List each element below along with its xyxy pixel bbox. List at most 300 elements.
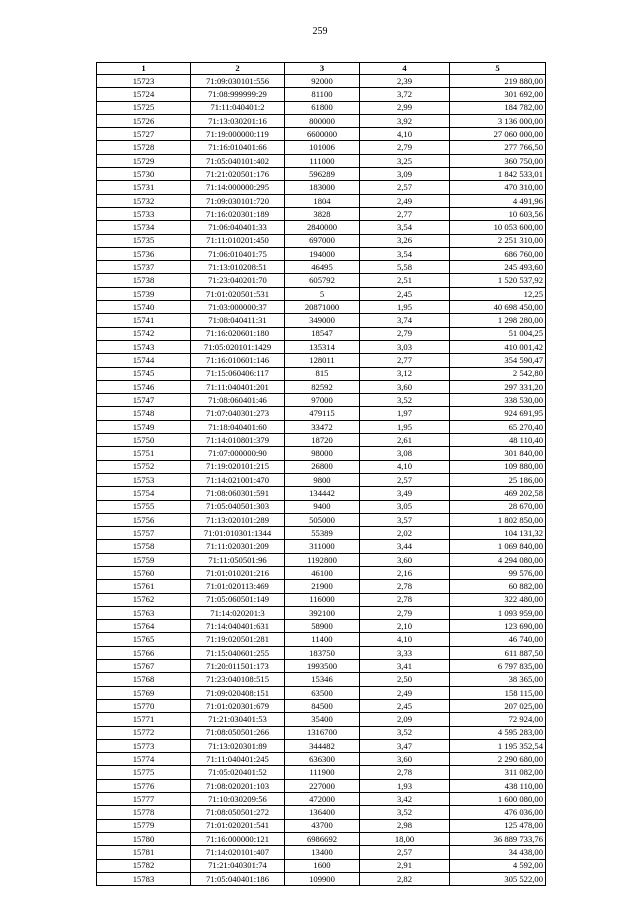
area-cell: 20871000 [285,301,360,314]
rate-cell: 2,78 [360,593,450,606]
value-cell: 38 365,00 [450,673,546,686]
value-cell: 72 924,00 [450,713,546,726]
rate-cell: 3,03 [360,340,450,353]
rate-cell: 18,00 [360,832,450,845]
table-row [97,846,546,859]
area-cell: 128011 [285,354,360,367]
table-row [97,513,546,526]
value-cell: 2 542,80 [450,367,546,380]
cadastral-number-cell: 71:13:010208:51 [191,261,285,274]
value-cell: 158 115,00 [450,686,546,699]
value-cell: 301 840,00 [450,447,546,460]
rate-cell: 3,26 [360,234,450,247]
cadastral-number-cell: 71:03:000000:37 [191,301,285,314]
row-number-cell: 15741 [97,314,191,327]
row-number-cell: 15773 [97,739,191,752]
row-number-cell: 15754 [97,487,191,500]
area-cell: 800000 [285,114,360,127]
column-header-4: 4 [360,63,450,75]
rate-cell: 2,39 [360,75,450,88]
row-number-cell: 15736 [97,247,191,260]
area-cell: 3828 [285,207,360,220]
area-cell: 109900 [285,872,360,885]
table-row [97,580,546,593]
row-number-cell: 15780 [97,832,191,845]
cadastral-number-cell: 71:21:030401:53 [191,713,285,726]
value-cell: 1 600 080,00 [450,793,546,806]
row-number-cell: 15743 [97,340,191,353]
area-cell: 18547 [285,327,360,340]
row-number-cell: 15749 [97,420,191,433]
value-cell: 311 082,00 [450,766,546,779]
table-row [97,247,546,260]
value-cell: 322 480,00 [450,593,546,606]
row-number-cell: 15775 [97,766,191,779]
value-cell: 277 766,50 [450,141,546,154]
row-number-cell: 15782 [97,859,191,872]
cadastral-number-cell: 71:11:040401:245 [191,753,285,766]
rate-cell: 3,72 [360,88,450,101]
rate-cell: 3,05 [360,500,450,513]
cadastral-number-cell: 71:11:050501:96 [191,553,285,566]
area-cell: 194000 [285,247,360,260]
area-cell: 116000 [285,593,360,606]
rate-cell: 3,60 [360,380,450,393]
value-cell: 2 290 680,00 [450,753,546,766]
cadastral-number-cell: 71:06:010401:75 [191,247,285,260]
rate-cell: 3,08 [360,447,450,460]
table-row [97,527,546,540]
cadastral-number-cell: 71:14:020201:3 [191,606,285,619]
cadastral-number-cell: 71:08:999999:29 [191,88,285,101]
cadastral-number-cell: 71:16:000000:121 [191,832,285,845]
area-cell: 101006 [285,141,360,154]
rate-cell: 2,49 [360,194,450,207]
rate-cell: 2,79 [360,327,450,340]
rate-cell: 3,41 [360,660,450,673]
cadastral-number-cell: 71:06:040401:33 [191,221,285,234]
value-cell: 219 880,00 [450,75,546,88]
rate-cell: 2,98 [360,819,450,832]
table-row [97,154,546,167]
table-body [97,75,546,886]
table-row [97,75,546,88]
area-cell: 1804 [285,194,360,207]
row-number-cell: 15752 [97,460,191,473]
table-row [97,806,546,819]
row-number-cell: 15742 [97,327,191,340]
table-row [97,553,546,566]
value-cell: 51 004,25 [450,327,546,340]
value-cell: 924 691,95 [450,407,546,420]
row-number-cell: 15763 [97,606,191,619]
area-cell: 33472 [285,420,360,433]
cadastral-number-cell: 71:14:010801:379 [191,434,285,447]
cadastral-number-cell: 71:11:020301:209 [191,540,285,553]
cadastral-number-cell: 71:05:040401:186 [191,872,285,885]
table-row [97,141,546,154]
cadastral-number-cell: 71:08:050501:272 [191,806,285,819]
value-cell: 1 520 537,92 [450,274,546,287]
table-row [97,699,546,712]
value-cell: 10 053 600,00 [450,221,546,234]
row-number-cell: 15764 [97,620,191,633]
cadastral-number-cell: 71:05:020401:52 [191,766,285,779]
area-cell: 81100 [285,88,360,101]
row-number-cell: 15726 [97,114,191,127]
value-cell: 123 690,00 [450,620,546,633]
row-number-cell: 15770 [97,699,191,712]
cadastral-number-cell: 71:15:060406:117 [191,367,285,380]
row-number-cell: 15776 [97,779,191,792]
value-cell: 99 576,00 [450,566,546,579]
cadastral-number-cell: 71:01:010301:1344 [191,527,285,540]
value-cell: 410 001,42 [450,340,546,353]
cadastral-number-cell: 71:23:040108:515 [191,673,285,686]
table-row [97,101,546,114]
value-cell: 60 882,00 [450,580,546,593]
cadastral-number-cell: 71:09:030101:556 [191,75,285,88]
rate-cell: 1,93 [360,779,450,792]
area-cell: 9400 [285,500,360,513]
rate-cell: 2,79 [360,141,450,154]
cadastral-number-cell: 71:01:020201:541 [191,819,285,832]
row-number-cell: 15731 [97,181,191,194]
value-cell: 470 310,00 [450,181,546,194]
cadastral-number-cell: 71:19:020501:281 [191,633,285,646]
row-number-cell: 15735 [97,234,191,247]
value-cell: 10 603,56 [450,207,546,220]
cadastral-number-cell: 71:14:000000:295 [191,181,285,194]
area-cell: 135314 [285,340,360,353]
area-cell: 392100 [285,606,360,619]
area-cell: 15346 [285,673,360,686]
area-cell: 636300 [285,753,360,766]
rate-cell: 3,49 [360,487,450,500]
area-cell: 63500 [285,686,360,699]
area-cell: 46495 [285,261,360,274]
rate-cell: 4,10 [360,460,450,473]
table-row [97,859,546,872]
value-cell: 25 186,00 [450,473,546,486]
cadastral-number-cell: 71:11:010201:450 [191,234,285,247]
row-number-cell: 15750 [97,434,191,447]
table-row [97,646,546,659]
area-cell: 92000 [285,75,360,88]
cadastral-number-cell: 71:01:020501:531 [191,287,285,300]
area-cell: 18720 [285,434,360,447]
cadastral-number-cell: 71:01:020113:469 [191,580,285,593]
area-cell: 479115 [285,407,360,420]
cadastral-number-cell: 71:08:060301:591 [191,487,285,500]
cadastral-number-cell: 71:21:020501:176 [191,168,285,181]
row-number-cell: 15746 [97,380,191,393]
area-cell: 82592 [285,380,360,393]
value-cell: 438 110,00 [450,779,546,792]
row-number-cell: 15732 [97,194,191,207]
area-cell: 349000 [285,314,360,327]
row-number-cell: 15759 [97,553,191,566]
table-row [97,819,546,832]
row-number-cell: 15757 [97,527,191,540]
rate-cell: 2,99 [360,101,450,114]
rate-cell: 3,09 [360,168,450,181]
table-row [97,832,546,845]
row-number-cell: 15724 [97,88,191,101]
rate-cell: 3,74 [360,314,450,327]
area-cell: 1600 [285,859,360,872]
area-cell: 46100 [285,566,360,579]
row-number-cell: 15771 [97,713,191,726]
row-number-cell: 15783 [97,872,191,885]
column-header-1: 1 [97,63,191,75]
table-row [97,487,546,500]
table-row [97,460,546,473]
rate-cell: 3,54 [360,221,450,234]
table-row [97,779,546,792]
cadastral-number-cell: 71:13:030201:16 [191,114,285,127]
area-cell: 58900 [285,620,360,633]
value-cell: 65 270,40 [450,420,546,433]
table-row [97,473,546,486]
rate-cell: 2,77 [360,354,450,367]
row-number-cell: 15761 [97,580,191,593]
header-row [97,63,546,75]
table-row [97,327,546,340]
area-cell: 311000 [285,540,360,553]
area-cell: 21900 [285,580,360,593]
row-number-cell: 15725 [97,101,191,114]
value-cell: 686 760,00 [450,247,546,260]
value-cell: 36 889 733,76 [450,832,546,845]
table-row [97,500,546,513]
row-number-cell: 15737 [97,261,191,274]
cadastral-number-cell: 71:07:040301:273 [191,407,285,420]
value-cell: 301 692,00 [450,88,546,101]
cadastral-number-cell: 71:10:030209:56 [191,793,285,806]
rate-cell: 2,57 [360,473,450,486]
row-number-cell: 15729 [97,154,191,167]
value-cell: 305 522,00 [450,872,546,885]
table-row [97,726,546,739]
table-row [97,407,546,420]
row-number-cell: 15727 [97,128,191,141]
table-row [97,540,546,553]
row-number-cell: 15728 [97,141,191,154]
value-cell: 6 797 835,00 [450,660,546,673]
row-number-cell: 15744 [97,354,191,367]
cadastral-number-cell: 71:08:040411:31 [191,314,285,327]
row-number-cell: 15774 [97,753,191,766]
rate-cell: 2,16 [360,566,450,579]
value-cell: 12,25 [450,287,546,300]
row-number-cell: 15765 [97,633,191,646]
area-cell: 227000 [285,779,360,792]
table-row [97,766,546,779]
value-cell: 476 036,00 [450,806,546,819]
table-row [97,301,546,314]
row-number-cell: 15747 [97,394,191,407]
area-cell: 35400 [285,713,360,726]
cadastral-number-cell: 71:08:050501:266 [191,726,285,739]
value-cell: 1 842 533,01 [450,168,546,181]
row-number-cell: 15772 [97,726,191,739]
rate-cell: 3,25 [360,154,450,167]
area-cell: 6600000 [285,128,360,141]
column-header-5: 5 [450,63,546,75]
registry-table [96,62,546,886]
cadastral-number-cell: 71:05:040101:402 [191,154,285,167]
row-number-cell: 15777 [97,793,191,806]
area-cell: 61800 [285,101,360,114]
table-row [97,181,546,194]
value-cell: 360 750,00 [450,154,546,167]
rate-cell: 2,61 [360,434,450,447]
table-row [97,420,546,433]
table-row [97,673,546,686]
rate-cell: 3,57 [360,513,450,526]
value-cell: 27 060 000,00 [450,128,546,141]
cadastral-number-cell: 71:19:000000:119 [191,128,285,141]
cadastral-number-cell: 71:13:020101:289 [191,513,285,526]
value-cell: 4 592,00 [450,859,546,872]
table-row [97,686,546,699]
rate-cell: 3,52 [360,394,450,407]
area-cell: 1192800 [285,553,360,566]
column-header-2: 2 [191,63,285,75]
rate-cell: 3,42 [360,793,450,806]
value-cell: 184 782,00 [450,101,546,114]
value-cell: 611 887,50 [450,646,546,659]
area-cell: 6986692 [285,832,360,845]
cadastral-number-cell: 71:05:040501:303 [191,500,285,513]
row-number-cell: 15739 [97,287,191,300]
table-row [97,713,546,726]
area-cell: 1316700 [285,726,360,739]
value-cell: 28 670,00 [450,500,546,513]
area-cell: 9800 [285,473,360,486]
cadastral-number-cell: 71:16:020301:189 [191,207,285,220]
table-row [97,367,546,380]
table-row [97,354,546,367]
rate-cell: 3,92 [360,114,450,127]
row-number-cell: 15748 [97,407,191,420]
table-row [97,593,546,606]
cadastral-number-cell: 71:14:040401:631 [191,620,285,633]
rate-cell: 4,10 [360,633,450,646]
rate-cell: 2,77 [360,207,450,220]
rate-cell: 2,91 [360,859,450,872]
rate-cell: 2,82 [360,872,450,885]
cadastral-number-cell: 71:15:040601:255 [191,646,285,659]
area-cell: 183000 [285,181,360,194]
cadastral-number-cell: 71:09:030101:720 [191,194,285,207]
value-cell: 4 595 283,00 [450,726,546,739]
row-number-cell: 15758 [97,540,191,553]
table-row [97,340,546,353]
value-cell: 125 478,00 [450,819,546,832]
table-row [97,739,546,752]
area-cell: 815 [285,367,360,380]
value-cell: 1 298 280,00 [450,314,546,327]
cadastral-number-cell: 71:01:020301:679 [191,699,285,712]
table-row [97,128,546,141]
table-row [97,221,546,234]
cadastral-number-cell: 71:18:040401:60 [191,420,285,433]
rate-cell: 1,95 [360,301,450,314]
cadastral-number-cell: 71:21:040301:74 [191,859,285,872]
cadastral-number-cell: 71:09:020408:151 [191,686,285,699]
value-cell: 104 131,32 [450,527,546,540]
rate-cell: 2,50 [360,673,450,686]
row-number-cell: 15769 [97,686,191,699]
row-number-cell: 15779 [97,819,191,832]
rate-cell: 3,52 [360,726,450,739]
table-row [97,447,546,460]
cadastral-number-cell: 71:01:010201:216 [191,566,285,579]
cadastral-number-cell: 71:07:000000:90 [191,447,285,460]
cadastral-number-cell: 71:23:040201:70 [191,274,285,287]
rate-cell: 2,45 [360,699,450,712]
cadastral-number-cell: 71:08:060401:46 [191,394,285,407]
rate-cell: 3,44 [360,540,450,553]
rate-cell: 3,60 [360,553,450,566]
area-cell: 26800 [285,460,360,473]
table-row [97,660,546,673]
table-row [97,872,546,885]
value-cell: 245 493,60 [450,261,546,274]
rate-cell: 3,52 [360,806,450,819]
value-cell: 34 438,00 [450,846,546,859]
cadastral-number-cell: 71:16:010601:146 [191,354,285,367]
rate-cell: 3,12 [360,367,450,380]
area-cell: 97000 [285,394,360,407]
rate-cell: 2,51 [360,274,450,287]
rate-cell: 4,10 [360,128,450,141]
rate-cell: 5,58 [360,261,450,274]
row-number-cell: 15753 [97,473,191,486]
area-cell: 84500 [285,699,360,712]
table-row [97,434,546,447]
area-cell: 55389 [285,527,360,540]
rate-cell: 2,57 [360,846,450,859]
value-cell: 4 294 080,00 [450,553,546,566]
rate-cell: 2,57 [360,181,450,194]
rate-cell: 2,78 [360,580,450,593]
row-number-cell: 15723 [97,75,191,88]
rate-cell: 2,10 [360,620,450,633]
area-cell: 183750 [285,646,360,659]
cadastral-number-cell: 71:11:040401:201 [191,380,285,393]
table-row [97,168,546,181]
area-cell: 596289 [285,168,360,181]
area-cell: 344482 [285,739,360,752]
value-cell: 3 136 000,00 [450,114,546,127]
rate-cell: 2,45 [360,287,450,300]
table-row [97,194,546,207]
area-cell: 136400 [285,806,360,819]
row-number-cell: 15734 [97,221,191,234]
table-row [97,633,546,646]
area-cell: 5 [285,287,360,300]
row-number-cell: 15760 [97,566,191,579]
rate-cell: 2,09 [360,713,450,726]
page-number: 259 [312,26,328,37]
rate-cell: 2,49 [360,686,450,699]
rate-cell: 2,02 [360,527,450,540]
value-cell: 338 530,00 [450,394,546,407]
row-number-cell: 15756 [97,513,191,526]
